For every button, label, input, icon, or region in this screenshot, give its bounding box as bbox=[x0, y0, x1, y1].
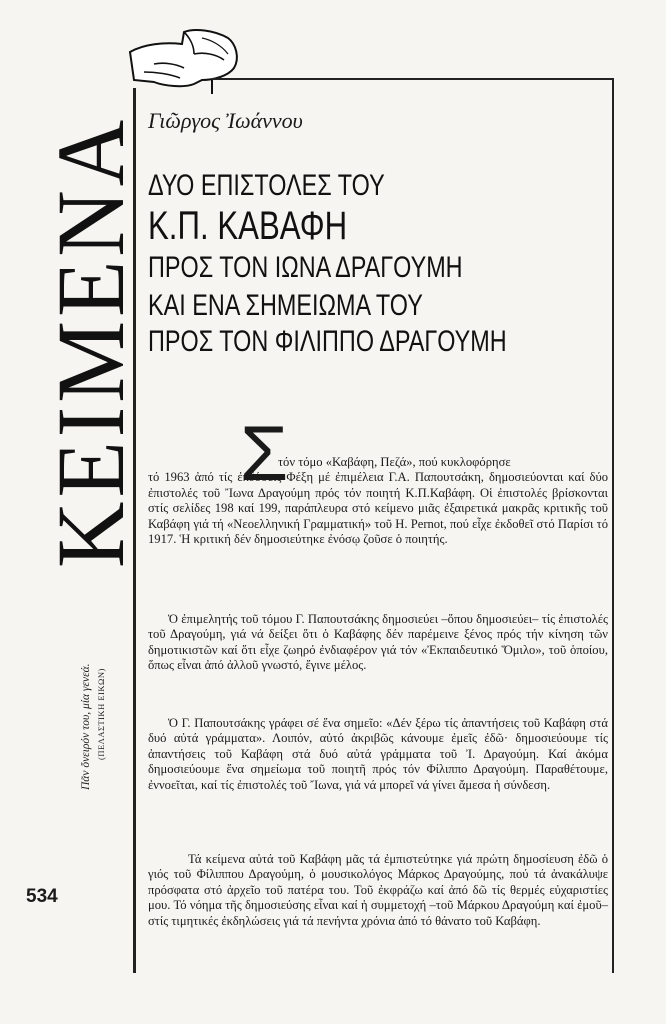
paragraph-1 bbox=[148, 455, 608, 547]
headline-line-3: ΠΡΟΣ ΤΟΝ ΙΩΝΑ ΔΡΑΓΟΥΜΗ bbox=[148, 251, 463, 284]
page-number: 534 bbox=[26, 886, 58, 907]
pointing-hand-icon bbox=[124, 24, 244, 94]
frame-top-border bbox=[212, 78, 614, 80]
paragraph-2: Ὁ ἐπιμελητής τοῦ τόμου Γ. Παπουτσάκης δημοσιεύει –ὅπου δημοσιεύει– τίς ἐπιστολές τοῦ Δραγούμη, γιά νά δείξει ὅτι ὁ Καβάφης δέν παρέμεινε ξένος πρός τήν κίνηση τῶν δημοτικιστῶν καί ὅτι εἶχε ζωηρό ἐνδιαφέρον γιά τόν «Ἐκπαιδευτικό Ὅμιλο», τοῦ ὁποίου, ὅπως εἶναι ἀπό ἀλλοῦ γνωστό, ἔγινε μέλος. bbox=[148, 612, 608, 673]
image-credit: (ΠΕΛΑΣΤΙΚΗ ΕΙΚΩΝ) bbox=[96, 668, 106, 760]
drop-cap: Σ bbox=[240, 409, 289, 497]
paragraph-1-first-line: τόν τόμο «Καβάφη, Πεζά», πού κυκλοφόρησε bbox=[278, 455, 511, 469]
headline-line-4: ΚΑΙ ΕΝΑ ΣΗΜΕΙΩΜΑ ΤΟΥ bbox=[148, 289, 423, 322]
section-vertical-title: ΚΕΙΜΕΝΑ bbox=[36, 115, 144, 568]
frame-right-border bbox=[612, 78, 614, 973]
paragraph-1-body: τό 1963 ἀπό τίς ἐκδόσεις Φέξη μέ ἐπιμέλεια Γ.Α. Παπουτσάκη, δημοσιεύονται καί δύο ἐπιστολές τοῦ Ἴωνα Δραγούμη πρός τόν ποιητή Κ.Π.Καβάφη. Οἱ ἐπιστολές βρίσκονται στίς σελίδες 198 καί 199, παράπλευρα στό κείμενο μιᾶς ἐξαιρετικά μακρᾶς κριτικῆς τοῦ Καβάφη γιά τή «Νεοελληνική Γραμματική» τοῦ Η. Pernot, πού εἶχε ἐκδοθεῖ στό Παρίσι τό 1917. Ἡ κριτική δέν δημοσιεύτηκε ἐνόσῳ ζοῦσε ὁ ποιητής. bbox=[148, 470, 608, 547]
headline-line-2: Κ.Π. ΚΑΒΑΦΗ bbox=[148, 204, 348, 248]
article-author: Γιῶργος Ἰωάννου bbox=[148, 108, 303, 133]
paragraph-4: Τά κείμενα αὐτά τοῦ Καβάφη μᾶς τά ἐμπιστεύτηκε γιά πρώτη δημοσίευση ἐδῶ ὁ γιός τοῦ Φίλιππου Δραγούμη, ὁ μουσικολόγος Μάρκος Δραγούμης, πού τά ἀνακάλυψε πρόσφατα στό ἀρχεῖο τοῦ πατέρα του. Τοῦ ἐκφράζω καί ἀπό δῶ τίς θερμές εὐχαριστίες μου. Τό νόημα τῆς δημοσιεύσης εἶναι καί ἡ συμμετοχή –τοῦ Μάρκου Δραγούμη καί ἐμοῦ– στίς τιμητικές ἐκδηλώσεις γιά τά πενήντα χρόνια ἀπό τό θάνατο τοῦ Καβάφη. bbox=[148, 852, 608, 928]
paragraph-3: Ὁ Γ. Παπουτσάκης γράφει σέ ἕνα σημεῖο: «Δέν ξέρω τίς ἀπαντήσεις τοῦ Καβάφη στά δυό αὐτά γράμματα». Λοιπόν, αὐτό ἀκριβῶς κάνουμε ἐμεῖς ἐδῶ· δημοσιεύουμε τίς ἀπαντήσεις τοῦ Καβάφη στά δυό αὐτά γράμματα τοῦ Ἰ. Δραγούμη. Καί ἀκόμα δημοσιεύουμε ἕνα σημείωμα τοῦ ποιητῆ πρός τόν Φίλιππο Δραγούμη. Παραθέτουμε, ἐννοεῖται, καί τίς ἐπιστολές τοῦ Ἴωνα, γιά νά μπορεῖ νά γίνει ἄμεσα ἡ σύνδεση. bbox=[148, 716, 608, 792]
image-caption: Πᾶν ὄνειρόν του, μία γενεά. bbox=[80, 663, 92, 790]
headline-line-1: ΔΥΟ ΕΠΙΣΤΟΛΕΣ ΤΟΥ bbox=[148, 169, 385, 202]
headline-line-5: ΠΡΟΣ ΤΟΝ ΦΙΛΙΠΠΟ ΔΡΑΓΟΥΜΗ bbox=[148, 325, 507, 358]
